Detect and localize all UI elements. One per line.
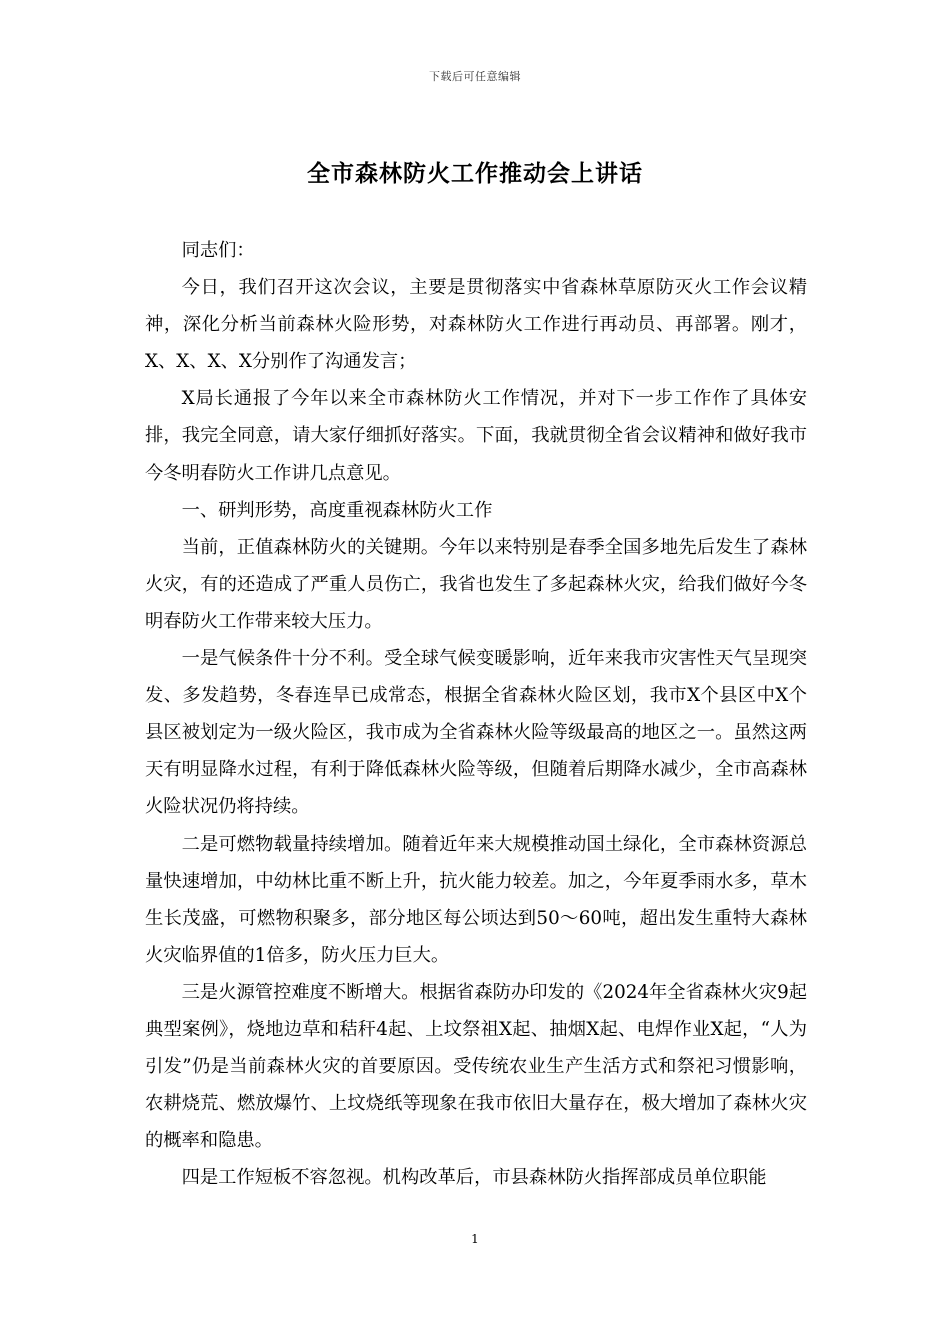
paragraph: 当前，正值森林防火的关键期。今年以来特别是春季全国多地先后发生了森林火灾，有的还造成了严重人员伤亡，我省也发生了多起森林火灾，给我们做好今冬明春防火工作带来较大压力。	[145, 536, 807, 632]
paragraph: 二是可燃物载量持续增加。随着近年来大规模推动国土绿化，全市森林资源总量快速增加，中幼林比重不断上升，抗火能力较差。加之，今年夏季雨水多，草木生长茂盛，可燃物积聚多，部分地区每公顷达到50～60吨，超出发生重特大森林火灾临界值的1倍多，防火压力巨大。	[145, 833, 807, 966]
paragraph: 一是气候条件十分不利。受全球气候变暖影响，近年来我市灾害性天气呈现突发、多发趋势，冬春连旱已成常态，根据全省森林火险区划，我市X个县区中X个县区被划定为一级火险区，我市成为全省森林火险等级最高的地区之一。虽然这两天有明显降水过程，有利于降低森林火险等级，但随着后期降水减少，全市高森林火险状况仍将持续。	[145, 648, 807, 818]
paragraph: 三是火源管控难度不断增大。根据省森防办印发的《2024年全省森林火灾9起典型案例》，烧地边草和秸秆4起、上坟祭祖X起、抽烟X起、电焊作业X起，“人为引发”仍是当前森林火灾的首要原因。受传统农业生产生活方式和祭祀习惯影响，农耕烧荒、燃放爆竹、上坟烧纸等现象在我市依旧大量存在，极大增加了森林火灾的概率和隐患。	[145, 981, 807, 1152]
paragraph: 今日，我们召开这次会议，主要是贯彻落实中省森林草原防灭火工作会议精神，深化分析当前森林火险形势，对森林防火工作进行再动员、再部署。刚才，X、X、X、X分别作了沟通发言；	[145, 277, 807, 373]
header-note: 下载后可任意编辑	[429, 70, 521, 83]
salutation: 同志们：	[181, 240, 255, 261]
document-body	[145, 232, 807, 1196]
paragraph: 四是工作短板不容忽视。机构改革后，市县森林防火指挥部成员单位职能	[181, 1167, 767, 1189]
page-number: 1	[471, 1232, 479, 1246]
section-heading: 一、研判形势，高度重视森林防火工作	[181, 499, 493, 521]
paragraph: X局长通报了今年以来全市森林防火工作情况，并对下一步工作作了具体安排，我完全同意，请大家仔细抓好落实。下面，我就贯彻全省会议精神和做好我市今冬明春防火工作讲几点意见。	[145, 388, 807, 484]
document-title: 全市森林防火工作推动会上讲话	[307, 161, 643, 187]
